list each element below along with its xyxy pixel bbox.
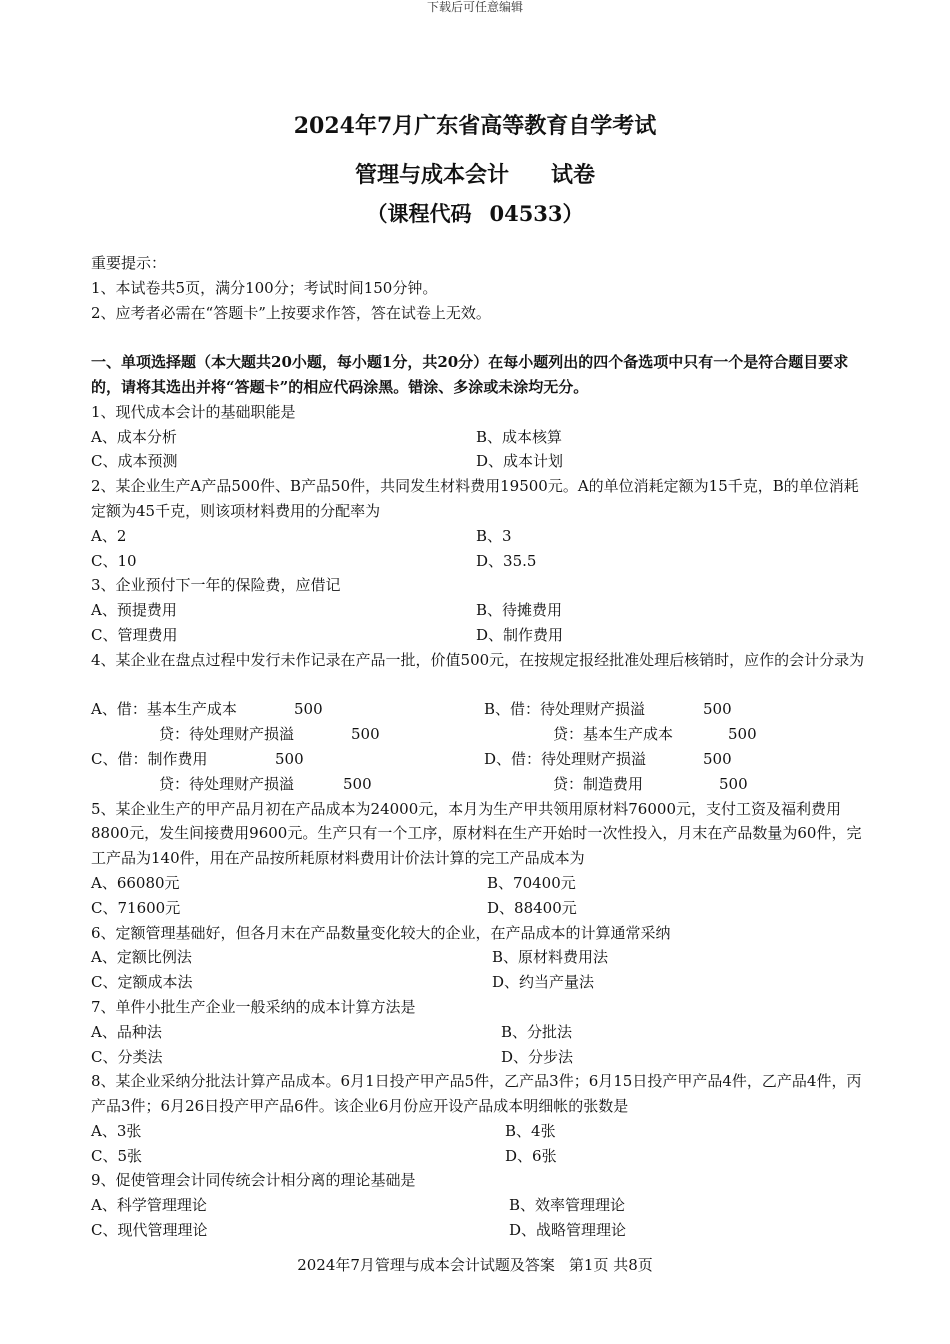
exam-title: 2024年7月广东省高等教育自学考试	[293, 113, 657, 139]
option: C、10	[91, 551, 137, 570]
question-stem: 7、单件小批生产企业一般采纳的成本计算方法是	[91, 997, 416, 1016]
option: B、成本核算	[476, 427, 563, 446]
section-heading: 一、单项选择题（本大题共20小题，每小题1分，共20分）在每小题列出的四个备选项中只有一个是符合题目要求的，请将其选出并将“答题卡”的相应代码涂黑。错涂、多涂或未涂均无分。	[91, 353, 849, 396]
option: C、5张	[91, 1146, 143, 1165]
option: C、定额成本法	[91, 973, 193, 992]
option: B、70400元	[487, 873, 576, 892]
option: A、定额比例法	[91, 948, 192, 967]
option: B、效率管理理论	[509, 1196, 626, 1215]
notice-item: 2、应考者必需在“答题卡”上按要求作答，答在试卷上无效。	[91, 303, 491, 322]
question-stem: 3、企业预付下一年的保险费，应借记	[91, 576, 341, 595]
option: D、战略管理理论	[509, 1221, 627, 1240]
journal-entry-credit: 贷：待处理财产损溢	[159, 725, 295, 744]
option-row	[91, 598, 871, 623]
option: A、成本分析	[91, 427, 177, 446]
journal-entry-debit: C、借：制作费用	[91, 749, 208, 768]
page-number: 第1页	[568, 1256, 609, 1274]
journal-row	[91, 697, 871, 722]
option: B、分批法	[501, 1022, 573, 1041]
option-row	[91, 970, 871, 995]
option-row	[91, 1144, 871, 1169]
option: D、分步法	[501, 1047, 574, 1066]
option-row	[91, 896, 871, 921]
option: D、成本计划	[476, 452, 564, 471]
journal-row	[91, 722, 871, 747]
option-row	[91, 945, 871, 970]
option: A、品种法	[91, 1022, 162, 1041]
option: A、66080元	[91, 873, 180, 892]
journal-entry-credit: 贷：待处理财产损溢	[159, 774, 295, 793]
download-note: 下载后可任意编辑	[426, 0, 523, 14]
option-row	[91, 425, 871, 450]
question-stem: 2、某企业生产A产品500件、B产品50件，共同发生材料费用19500元。A的单位消耗定额为15千克，B的单位消耗定额为45千克，则该项材料费用的分配率为	[91, 477, 859, 520]
notice-heading: 重要提示：	[91, 254, 167, 272]
option-row	[91, 524, 871, 549]
option: D、制作费用	[476, 625, 564, 644]
option-row	[91, 871, 871, 896]
question-stem: 4、某企业在盘点过程中发行未作记录在产品一批，价值500元，在按规定报经批准处理后核销时，应作的会计分录为	[91, 650, 865, 669]
option: D、88400元	[487, 898, 577, 917]
option-row	[91, 1045, 871, 1070]
journal-entry-credit: 贷：基本生产成本	[553, 725, 674, 744]
option-row	[91, 623, 871, 648]
journal-amount: 500	[719, 774, 748, 793]
option: A、科学管理理论	[91, 1196, 207, 1215]
option: C、现代管理理论	[91, 1221, 208, 1240]
journal-amount: 500	[703, 700, 732, 719]
journal-amount: 500	[728, 725, 757, 744]
option: D、约当产量法	[492, 973, 595, 992]
journal-entry-credit: 贷：制造费用	[553, 774, 644, 793]
page-total: 共8页	[613, 1256, 653, 1274]
journal-entry-debit: A、借：基本生产成本	[91, 700, 237, 719]
option: C、管理费用	[91, 625, 178, 644]
journal-amount: 500	[703, 749, 732, 768]
option-row	[91, 1218, 871, 1243]
option: C、71600元	[91, 898, 181, 917]
course-code-value: 04533）	[489, 201, 584, 226]
journal-row	[91, 747, 871, 772]
option: C、成本预测	[91, 452, 178, 471]
question-stem: 9、促使管理会计同传统会计相分离的理论基础是	[91, 1171, 416, 1190]
course-name: 管理与成本会计	[354, 162, 509, 188]
journal-entry-debit: B、借：待处理财产损溢	[484, 700, 646, 719]
option-row	[91, 1119, 871, 1144]
question-stem: 6、定额管理基础好，但各月末在产品数量变化较大的企业，在产品成本的计算通常采纳	[91, 923, 671, 942]
option-row	[91, 549, 871, 574]
option: C、分类法	[91, 1047, 163, 1066]
question-stem: 8、某企业采纳分批法计算产品成本。6月1日投产甲产品5件，乙产品3件；6月15日投产甲产品4件，乙产品4件，丙产品3件；6月26日投产甲产品6件。该企业6月份应开设产品成本明细帐的张数是	[91, 1072, 862, 1116]
option: D、35.5	[476, 551, 537, 570]
journal-amount: 500	[351, 725, 380, 744]
option: B、4张	[505, 1121, 556, 1140]
paper-label: 试卷	[551, 162, 596, 188]
question-stem: 1、现代成本会计的基础职能是	[91, 402, 296, 421]
question-stem: 5、某企业生产的甲产品月初在产品成本为24000元，本月为生产甲共领用原材料76000元，支付工资及福利费用8800元，发生间接费用9600元。生产只有一个工序，原材料在生产开始时一次性投入，月末在产品数量为60件，完工产品为140件，用在产品按所耗原材料费用计价法计算的完工产品成本为	[91, 799, 862, 868]
journal-amount: 500	[343, 774, 372, 793]
page-footer	[0, 1253, 950, 1277]
option-row	[91, 1020, 871, 1045]
option-row	[91, 1193, 871, 1218]
journal-amount: 500	[294, 700, 323, 719]
course-code	[0, 199, 950, 229]
journal-amount: 500	[275, 749, 304, 768]
option: A、2	[91, 526, 127, 545]
option-row	[91, 449, 871, 474]
course-code-label: （课程代码	[366, 201, 472, 226]
option: D、6张	[505, 1146, 557, 1165]
journal-entry-debit: D、借：待处理财产损溢	[484, 749, 647, 768]
option: B、原材料费用法	[492, 948, 609, 967]
option: A、预提费用	[91, 601, 177, 620]
option: B、待摊费用	[476, 601, 563, 620]
exam-content	[91, 251, 871, 1243]
journal-row	[91, 772, 871, 797]
option: A、3张	[91, 1121, 142, 1140]
notice-item: 1、本试卷共5页，满分100分；考试时间150分钟。	[91, 278, 438, 297]
exam-subject	[0, 160, 950, 190]
footer-title: 2024年7月管理与成本会计试题及答案	[297, 1256, 555, 1274]
option: B、3	[476, 526, 512, 545]
